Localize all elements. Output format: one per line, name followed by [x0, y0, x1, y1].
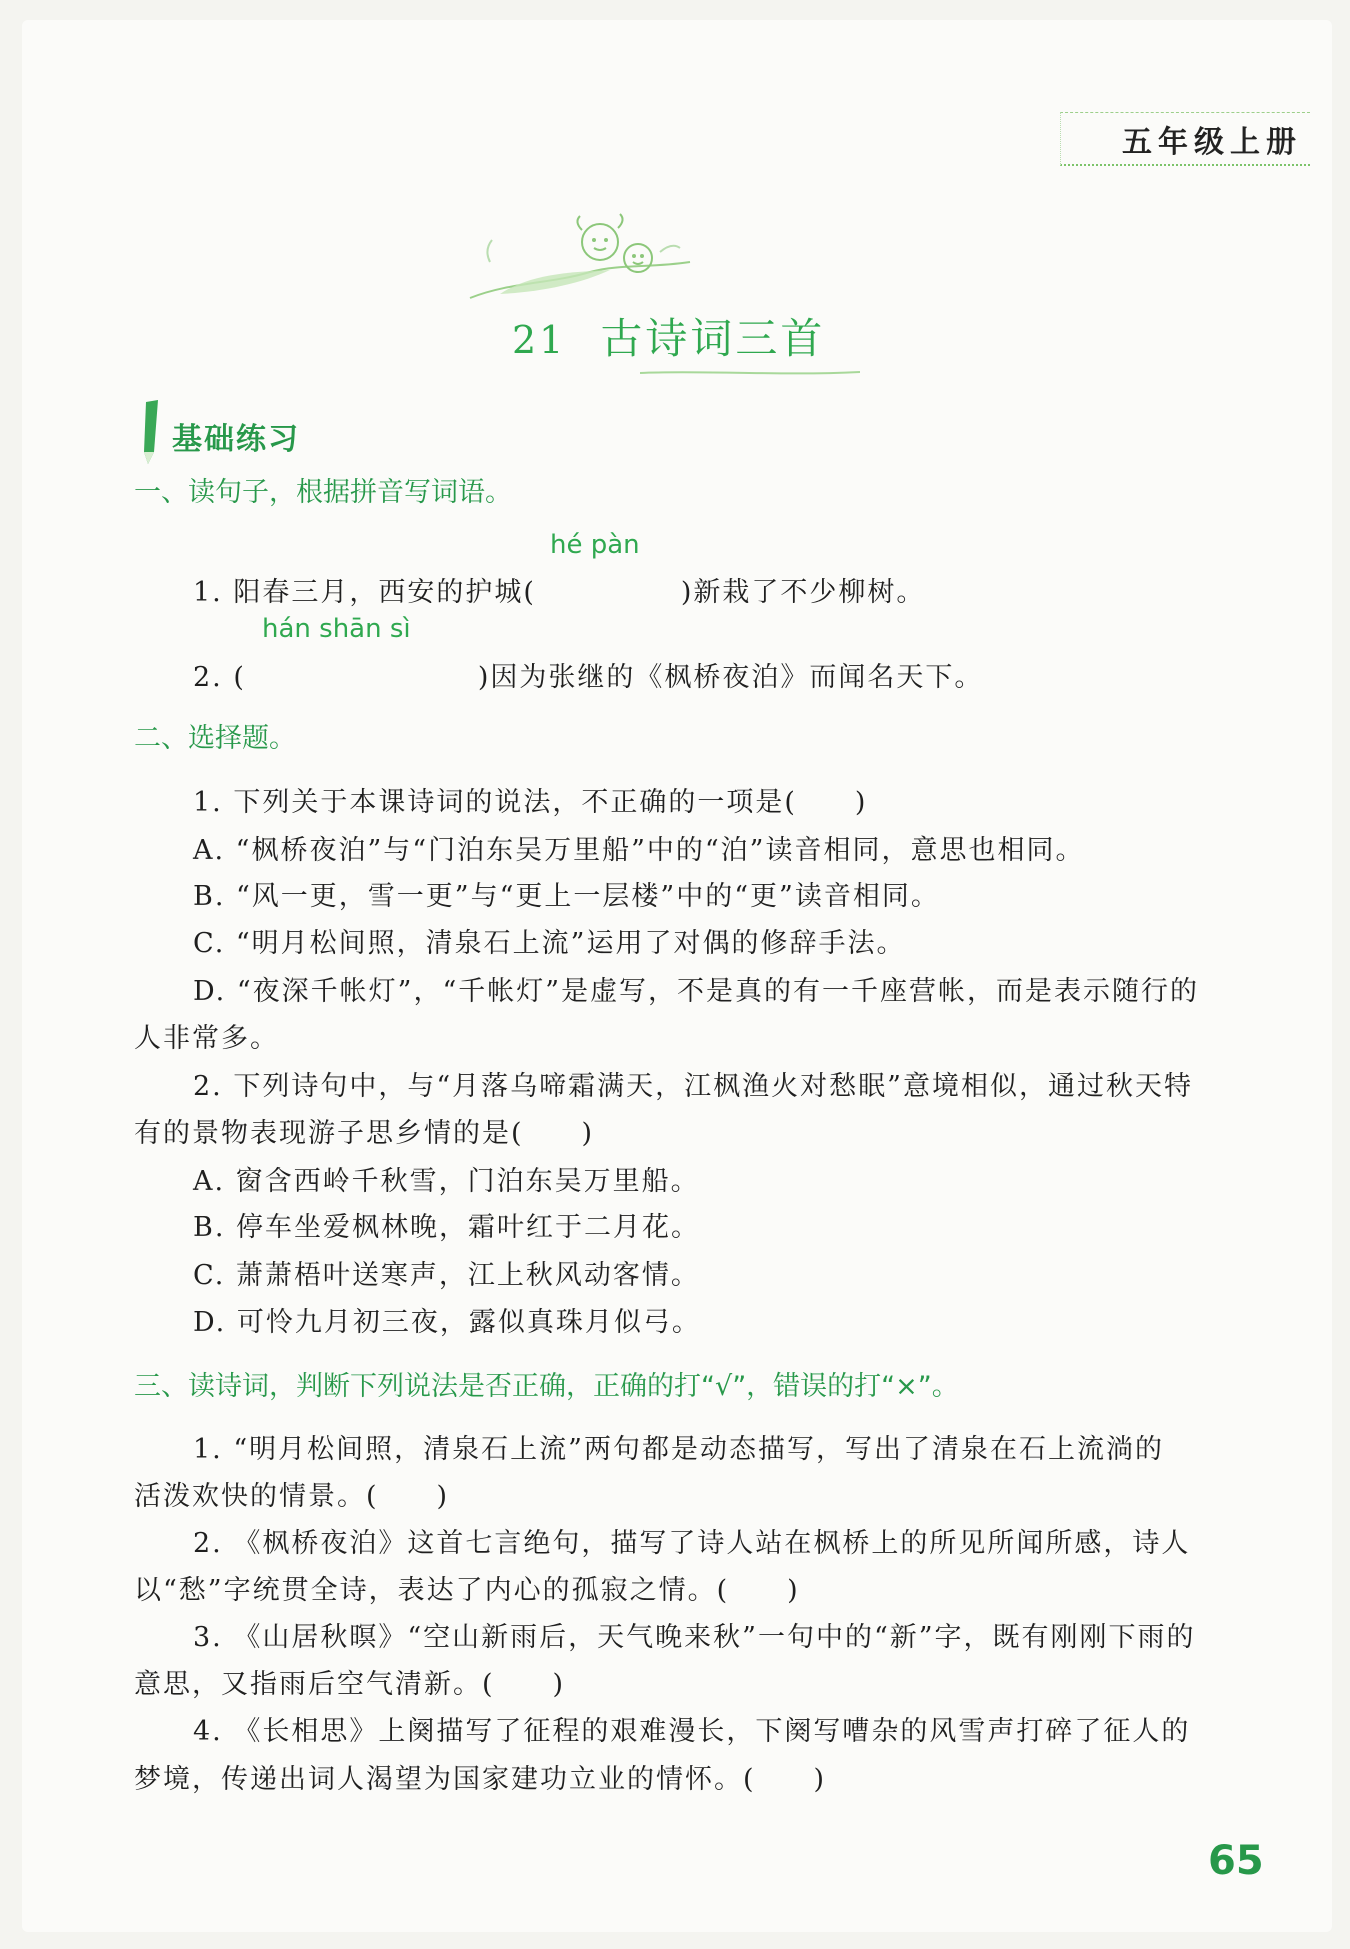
question-stem-continued: 有的景物表现游子思乡情的是( ) [134, 1118, 595, 1149]
lesson-name: 古诗词三首 [600, 314, 826, 363]
judge-item-continued: 梦境，传递出词人渴望为国家建功立业的情怀。( ) [134, 1764, 827, 1795]
question-stem: 1. 下列关于本课诗词的说法，不正确的一项是( ) [193, 787, 868, 818]
option-d: D. “夜深千帐灯”，“千帐灯”是虚写，不是真的有一千座营帐，而是表示随行的 [193, 976, 1200, 1007]
part1-heading: 一、读句子，根据拼音写词语。 [134, 477, 512, 508]
option-a: A. “枫桥夜泊”与“门泊东吴万里船”中的“泊”读音相同，意思也相同。 [193, 835, 1085, 866]
question-stem: 2. 下列诗句中，与“月落乌啼霜满天，江枫渔火对愁眠”意境相似，通过秋天特 [193, 1071, 1193, 1102]
page-number: 65 [1208, 1838, 1264, 1884]
option-d-continued: 人非常多。 [134, 1023, 279, 1054]
option-c: C. 萧萧梧叶送寒声，江上秋风动客情。 [193, 1260, 700, 1291]
fill-item: 2. ( )因为张继的《枫桥夜泊》而闻名天下。 [193, 662, 984, 693]
judge-item-continued: 意思，又指雨后空气清新。( ) [134, 1669, 566, 1700]
grade-label: 五年级上册 [1060, 112, 1310, 166]
option-a: A. 窗含西岭千秋雪，门泊东吴万里船。 [193, 1166, 700, 1197]
pinyin-hint: hán shān sì [262, 614, 411, 644]
judge-item-continued: 活泼欢快的情景。( ) [134, 1481, 450, 1512]
judge-item-continued: 以“愁”字统贯全诗，表达了内心的孤寂之情。( ) [134, 1575, 800, 1606]
lesson-number: 21 [512, 318, 567, 362]
part3-heading: 三、读诗词，判断下列说法是否正确，正确的打“√”，错误的打“×”。 [134, 1371, 959, 1402]
title-underline [640, 368, 860, 378]
option-b: B. “风一更，雪一更”与“更上一层楼”中的“更”读音相同。 [193, 881, 940, 912]
lesson-title [512, 306, 826, 363]
judge-item: 3. 《山居秋暝》“空山新雨后，天气晚来秋”一句中的“新”字，既有刚刚下雨的 [193, 1622, 1196, 1653]
judge-item: 1. “明月松间照，清泉石上流”两句都是动态描写，写出了清泉在石上流淌的 [193, 1434, 1164, 1465]
option-c: C. “明月松间照，清泉石上流”运用了对偶的修辞手法。 [193, 928, 906, 959]
judge-item: 2. 《枫桥夜泊》这首七言绝句，描写了诗人站在枫桥上的所见所闻所感，诗人 [193, 1528, 1191, 1559]
children-illustration [460, 212, 700, 302]
option-d: D. 可怜九月初三夜，露似真珠月似弓。 [193, 1307, 701, 1338]
option-b: B. 停车坐爱枫林晚，霜叶红于二月花。 [193, 1212, 701, 1243]
pencil-icon [136, 398, 166, 468]
pinyin-hint: hé pàn [550, 530, 640, 560]
section-title: 基础练习 [172, 422, 300, 457]
fill-item: 1. 阳春三月，西安的护城( )新栽了不少柳树。 [193, 577, 926, 608]
judge-item: 4. 《长相思》上阕描写了征程的艰难漫长，下阕写嘈杂的风雪声打碎了征人的 [193, 1716, 1191, 1747]
part2-heading: 二、选择题。 [134, 723, 296, 754]
